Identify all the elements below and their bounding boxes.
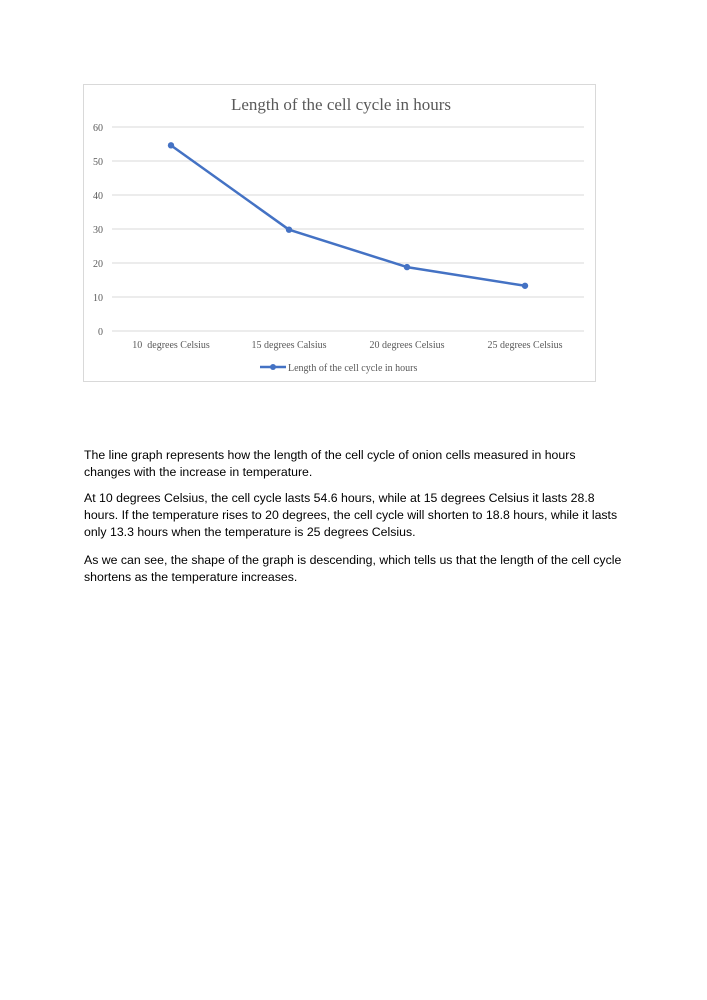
- gridlines: [112, 127, 584, 331]
- y-tick-label: 20: [93, 259, 103, 270]
- x-tick-label: 10 degrees Celsius: [132, 340, 210, 351]
- y-tick-label: 40: [93, 191, 103, 202]
- x-tick-label: 25 degrees Celsius: [487, 340, 563, 351]
- y-tick-label: 0: [98, 327, 103, 338]
- paragraph-2: At 10 degrees Celsius, the cell cycle lasts 54.6 hours, while at 15 degrees Celsius it lasts 28.8 hours. If the temperature rises to 20 degrees, the cell cycle will shorten to 18.8 hours, while it lasts only 13.3 hours when the temperature is 25 degrees Celsius.: [84, 491, 618, 539]
- data-point: [404, 264, 410, 270]
- x-tick-label: 20 degrees Celsius: [369, 340, 445, 351]
- y-axis-ticks: [93, 123, 103, 338]
- paragraph-1: The line graph represents how the length of the cell cycle of onion cells measured in hours changes with the increase in temperature.: [84, 448, 576, 479]
- legend-label: Length of the cell cycle in hours: [288, 363, 418, 374]
- y-tick-label: 10: [93, 293, 103, 304]
- data-point: [522, 283, 528, 289]
- y-tick-label: 50: [93, 157, 103, 168]
- x-axis-ticks: [132, 340, 562, 351]
- data-point: [168, 142, 174, 148]
- legend-marker: [270, 364, 276, 370]
- legend: [260, 363, 418, 374]
- data-markers: [168, 142, 528, 289]
- data-point: [286, 226, 292, 232]
- x-tick-label: 15 degrees Calsius: [251, 340, 327, 351]
- y-tick-label: 30: [93, 225, 103, 236]
- y-tick-label: 60: [93, 123, 103, 134]
- chart-title: Length of the cell cycle in hours: [231, 95, 451, 114]
- line-chart: [84, 85, 597, 383]
- series-line: [171, 145, 525, 285]
- chart-frame: [83, 84, 596, 382]
- paragraph-3: As we can see, the shape of the graph is descending, which tells us that the length of the cell cycle shortens as the temperature increases.: [84, 553, 622, 584]
